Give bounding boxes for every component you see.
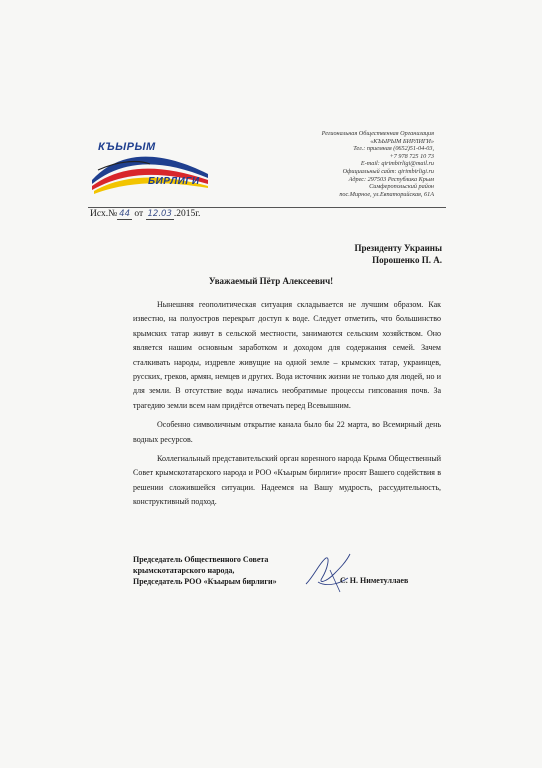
organization-logo bbox=[90, 140, 210, 195]
organization-contact-block bbox=[234, 130, 434, 198]
outgoing-reference bbox=[90, 209, 200, 219]
addressee-title: Президенту Украины bbox=[354, 243, 442, 253]
org-line: пос.Мирное, ул.Евпаторийская, 61А bbox=[339, 190, 434, 198]
signatory-title-line: Председатель Общественного Совета bbox=[133, 555, 269, 564]
org-line: Официальный сайт: qirimbirligi.ru bbox=[342, 167, 434, 175]
logo-text-top: КЪЫРЫМ bbox=[98, 141, 156, 153]
letter-body bbox=[133, 298, 441, 515]
org-line: Адрес: 297503 Республика Крым bbox=[348, 175, 434, 183]
org-line: Тел.: приемная (0652)51-04-03, bbox=[353, 145, 434, 153]
org-line: «КЪЫРЫМ БИРЛИГИ» bbox=[370, 137, 434, 145]
body-paragraph: Коллегиальный представительский орган коренного народа Крыма Общественный Совет крымскотатарского народа и РОО «Къырым бирлиги» просят Вашего содействия в решении сложившейся ситуации. Надеемся на Вашу мудрость, рассудительность, конструктивный подход. bbox=[133, 454, 441, 507]
org-line: Региональная Общественная Организация bbox=[321, 130, 434, 137]
greeting: Уважаемый Пётр Алексеевич! bbox=[208, 276, 334, 286]
org-line: +7 978 725 10 73 bbox=[389, 152, 434, 160]
signatory-name: С. Н. Ниметуллаев bbox=[340, 576, 409, 585]
reference-middle: от bbox=[134, 209, 144, 219]
body-paragraph: Нынешняя геополитическая ситуация складывается не лучшим образом. Как известно, на полуостров перекрыт доступ к воде. Следует отметить, что большинство крымских татар живут в сельской местности, занимаются сельским хозяйством. Оно является нашим основным заработком и доходом для содержания семей. Зачем сталкивать народы, издревле живущие на одной земле – крымских татар, украинцев, русских, греков, армян, немцев и других. Вода источник жизни не только для людей, но и для земли. В отсутствие воды начались необратимые процессы гипсования почв. За трагедию земли всем нам придётся отвечать перед Всевышним. bbox=[133, 300, 441, 410]
reference-prefix: Исх.№ bbox=[90, 209, 118, 219]
signatory-title bbox=[133, 554, 277, 587]
body-paragraph: Особенно символичным открытие канала было бы 22 марта, во Всемирный день водных ресурсов. bbox=[133, 420, 441, 444]
handwritten-signature bbox=[300, 548, 360, 593]
logo-text-bottom: БИРЛИГИ bbox=[148, 176, 200, 187]
reference-date: 12.03 bbox=[147, 209, 172, 219]
org-line: E-mail: qirimbirligi@mail.ru bbox=[360, 160, 434, 168]
signatory-title-line: Председатель РОО «Къырым бирлиги» bbox=[133, 577, 277, 586]
addressee-name: Порошенко П. А. bbox=[372, 255, 442, 265]
reference-year: .2015г. bbox=[173, 209, 201, 219]
header-divider bbox=[88, 207, 446, 208]
addressee-block bbox=[354, 242, 442, 266]
signatory-title-line: крымскотатарского народа, bbox=[133, 566, 235, 575]
org-line: Симферопольский район bbox=[369, 183, 434, 191]
reference-number: 44 bbox=[119, 209, 130, 219]
